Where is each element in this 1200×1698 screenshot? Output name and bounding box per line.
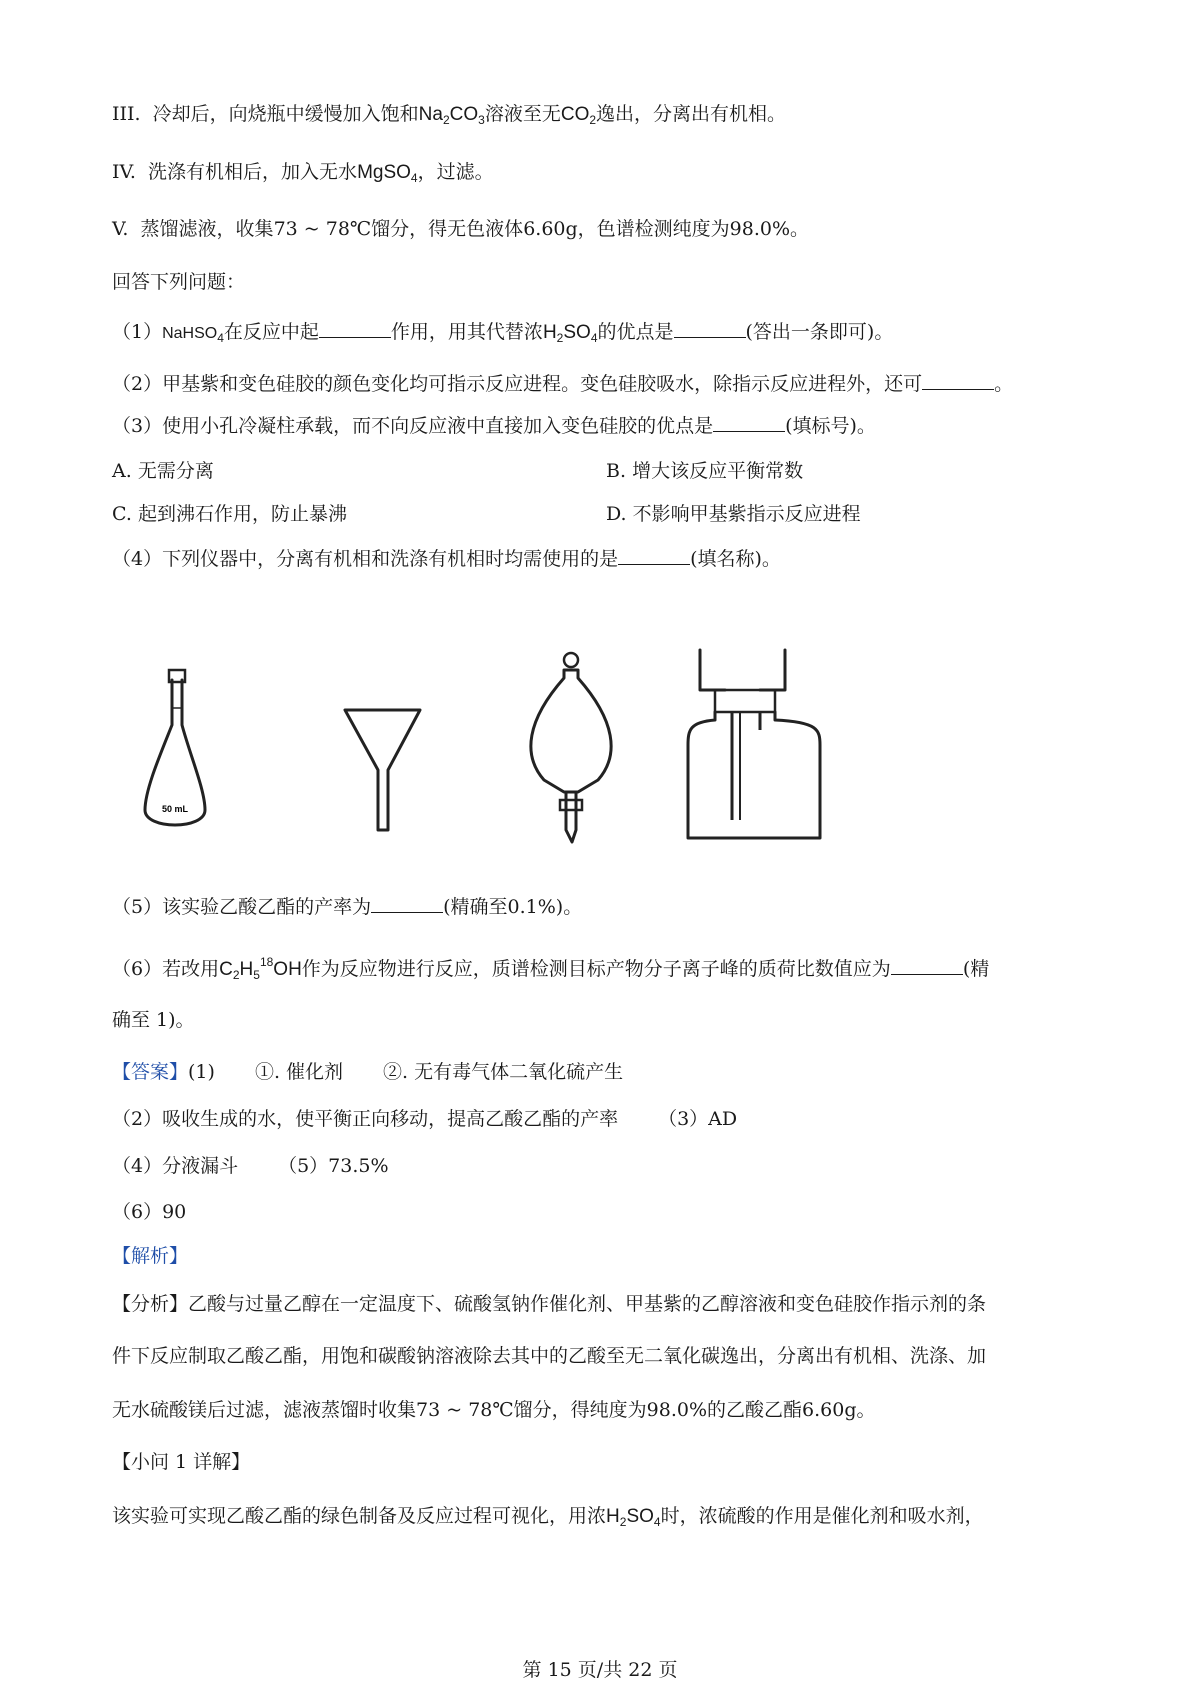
- question-4: （4）下列仪器中，分离有机相和洗涤有机相时均需使用的是 (填名称)。: [112, 548, 781, 570]
- analysis-line-1: 【分析】乙酸与过量乙醇在一定温度下、硫酸氢钠作催化剂、甲基紫的乙醇溶液和变色硅胶作指示剂的条: [112, 1293, 987, 1315]
- prompt: 回答下列问题：: [112, 271, 246, 293]
- step-4: IV. 洗涤有机相后，加入无水MgSO$_4$，过滤。: [112, 161, 494, 185]
- answer-line-2: （2）吸收生成的水，使平衡正向移动，提高乙酸乙酯的产率 （3）AD: [112, 1108, 738, 1130]
- funnel-icon: [345, 710, 420, 830]
- subquestion-1-text: 该实验可实现乙酸乙酯的绿色制备及反应过程可视化，用浓$H_2SO_4$时，浓硫酸的作用是催化剂和吸水剂，: [112, 1505, 984, 1529]
- question-1: （1）NaHSO$_4$在反应中起 作用，用其代替浓$H_2SO_4$的优点是 (答出一条即可)。: [112, 321, 894, 345]
- question-2: （2）甲基紫和变色硅胶的颜色变化均可指示反应进程。变色硅胶吸水，除指示反应进程外，还可 。: [112, 373, 1014, 395]
- question-6: （6）若改用$C_2H_5^{18}OH$作为反应物进行反应，质谱检测目标产物分子离子峰的质荷比数值应为 (精: [112, 955, 990, 982]
- volumetric-flask-icon: [145, 670, 205, 825]
- analysis-line-2: 件下反应制取乙酸乙酯，用饱和碳酸钠溶液除去其中的乙酸至无二氧化碳逸出，分离出有机相、洗涤、加: [112, 1345, 987, 1367]
- option-d: D. 不影响甲基紫指示反应进程: [606, 503, 861, 525]
- step-3: III. 冷却后，向烧瓶中缓慢加入饱和$Na_2CO_3$溶液至无$CO_2$逸出，分离出有机相。: [112, 103, 787, 127]
- answer-line-3: （4）分液漏斗 （5）73.5%: [112, 1155, 389, 1177]
- answer-line-1: 【答案】(1) ①. 催化剂 ②. 无有毒气体二氧化硫产生: [112, 1061, 624, 1083]
- answer-tag: 【答案】: [112, 1061, 189, 1083]
- question-3: （3）使用小孔冷凝柱承载，而不向反应液中直接加入变色硅胶的优点是 (填标号)。: [112, 415, 876, 437]
- subquestion-1-title: 【小问 1 详解】: [112, 1451, 251, 1473]
- apparatus-figure: [120, 630, 860, 860]
- page-footer: 第 15 页/共 22 页: [522, 1659, 678, 1681]
- gas-washing-bottle-icon: [688, 650, 820, 838]
- question-5: （5）该实验乙酸乙酯的产率为 (精确至0.1%)。: [112, 896, 583, 918]
- question-6-cont: 确至 1)。: [112, 1009, 195, 1031]
- option-a: A. 无需分离: [112, 460, 214, 482]
- option-b: B. 增大该反应平衡常数: [606, 460, 804, 482]
- flask-volume-label: 50 mL: [161, 804, 189, 814]
- analysis-line-3: 无水硫酸镁后过滤，滤液蒸馏时收集73 ~ 78℃馏分，得纯度为98.0%的乙酸乙酯6.60g。: [112, 1399, 876, 1421]
- option-c: C. 起到沸石作用，防止暴沸: [112, 503, 347, 525]
- analysis-tag: 【解析】: [112, 1245, 189, 1267]
- answer-line-4: （6）90: [112, 1201, 187, 1223]
- separatory-funnel-icon: [531, 653, 611, 842]
- step-5: V. 蒸馏滤液，收集73 ~ 78℃馏分，得无色液体6.60g，色谱检测纯度为98.0%。: [112, 218, 810, 240]
